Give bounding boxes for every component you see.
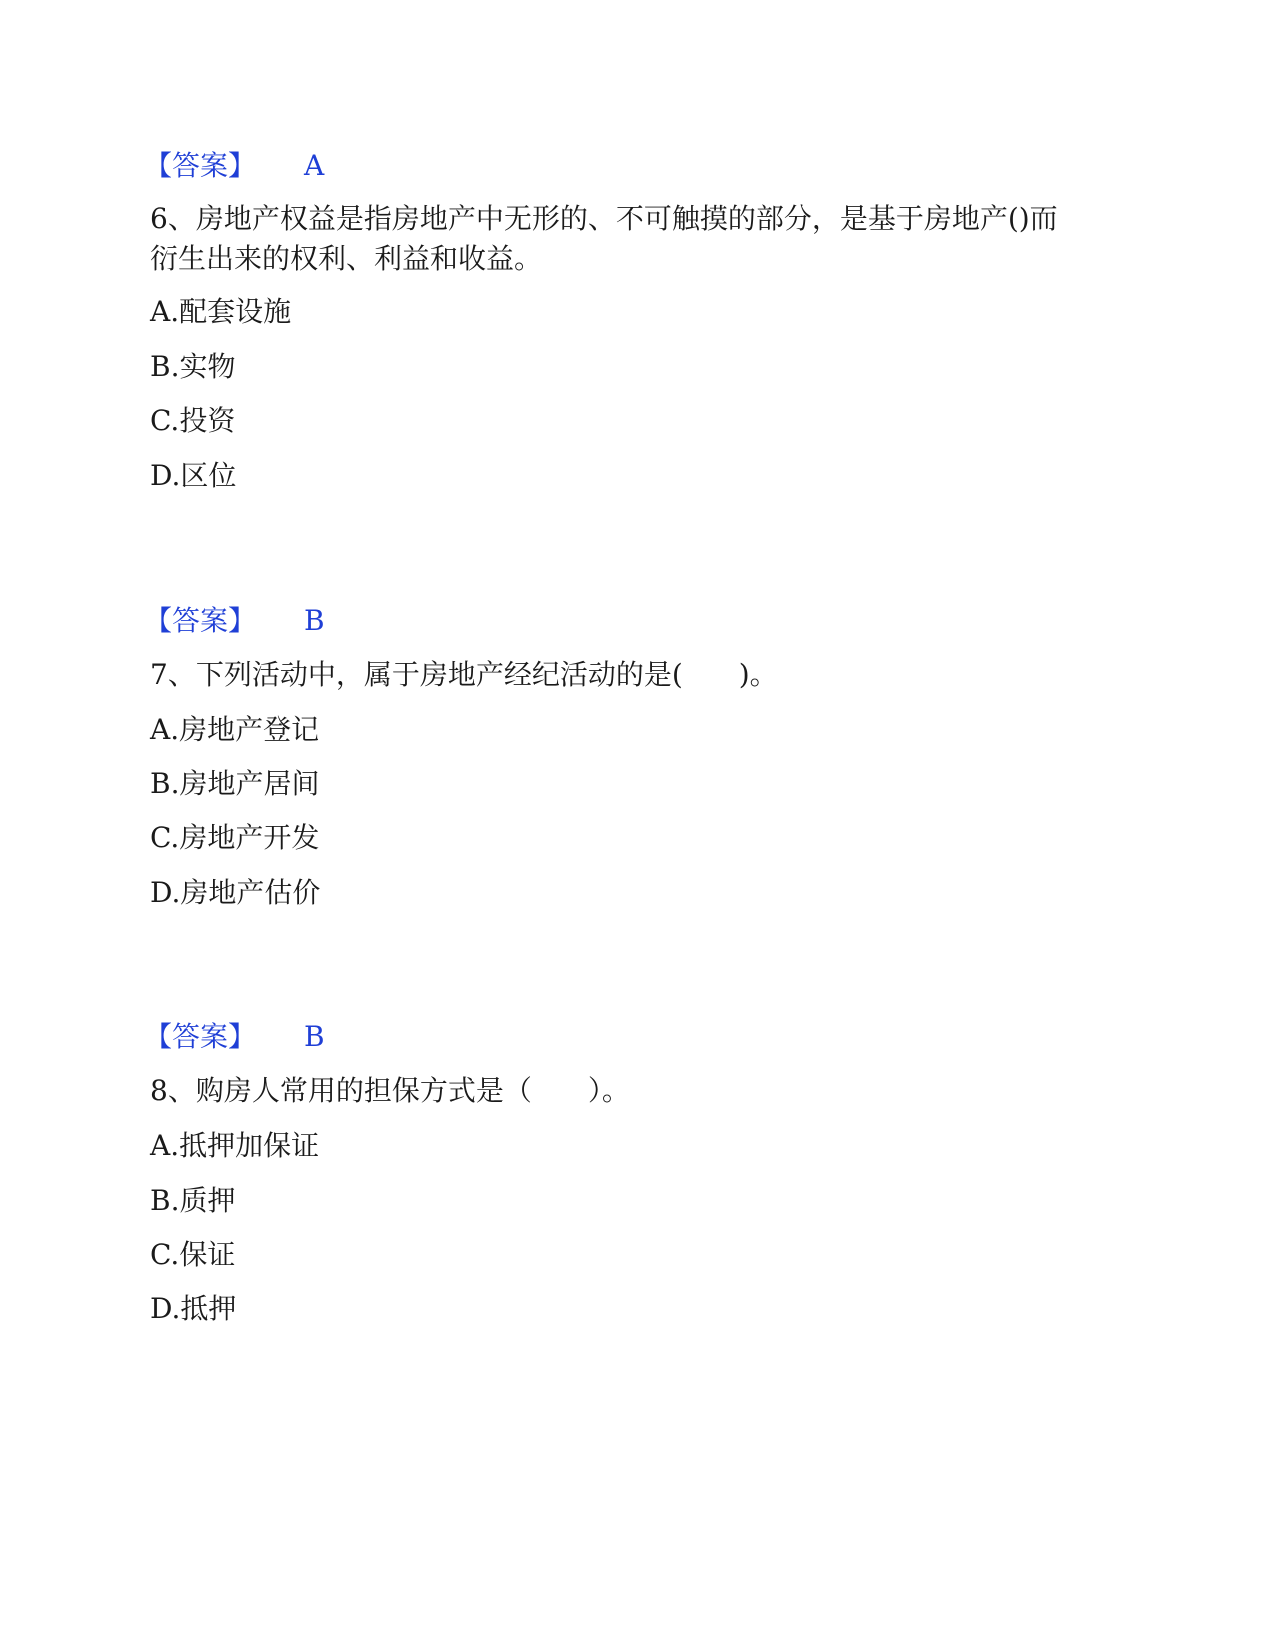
option-a: A.房地产登记: [150, 713, 320, 746]
option-d: D.区位: [150, 459, 237, 492]
question-line: 衍生出来的权利、利益和收益。: [150, 242, 543, 275]
answer-label: 【答案】: [144, 1020, 257, 1053]
answer-value: B: [304, 1020, 325, 1053]
option-b: B.质押: [150, 1184, 236, 1217]
question-line: 6、房地产权益是指房地产中无形的、不可触摸的部分，是基于房地产()而: [150, 202, 1058, 235]
answer-line: [144, 601, 325, 641]
option-a: A.配套设施: [150, 295, 292, 328]
question-line: 7、下列活动中，属于房地产经纪活动的是( )。: [150, 658, 778, 691]
option-b: B.实物: [150, 350, 236, 383]
answer-line: [144, 1017, 325, 1057]
answer-line: [144, 146, 325, 186]
answer-value: B: [304, 604, 325, 637]
option-c: C.投资: [150, 404, 236, 437]
option-b: B.房地产居间: [150, 767, 320, 800]
answer-label: 【答案】: [144, 604, 257, 637]
answer-label: 【答案】: [144, 149, 257, 182]
option-a: A.抵押加保证: [150, 1129, 320, 1162]
question-line: 8、购房人常用的担保方式是（ ）。: [150, 1074, 630, 1107]
question-text: [150, 1071, 1130, 1111]
question-text: [150, 655, 1130, 695]
question-text: [150, 199, 1130, 279]
option-c: C.房地产开发: [150, 821, 320, 854]
option-c: C.保证: [150, 1238, 236, 1271]
option-d: D.房地产估价: [150, 876, 321, 909]
option-d: D.抵押: [150, 1292, 237, 1325]
answer-value: A: [304, 149, 325, 182]
